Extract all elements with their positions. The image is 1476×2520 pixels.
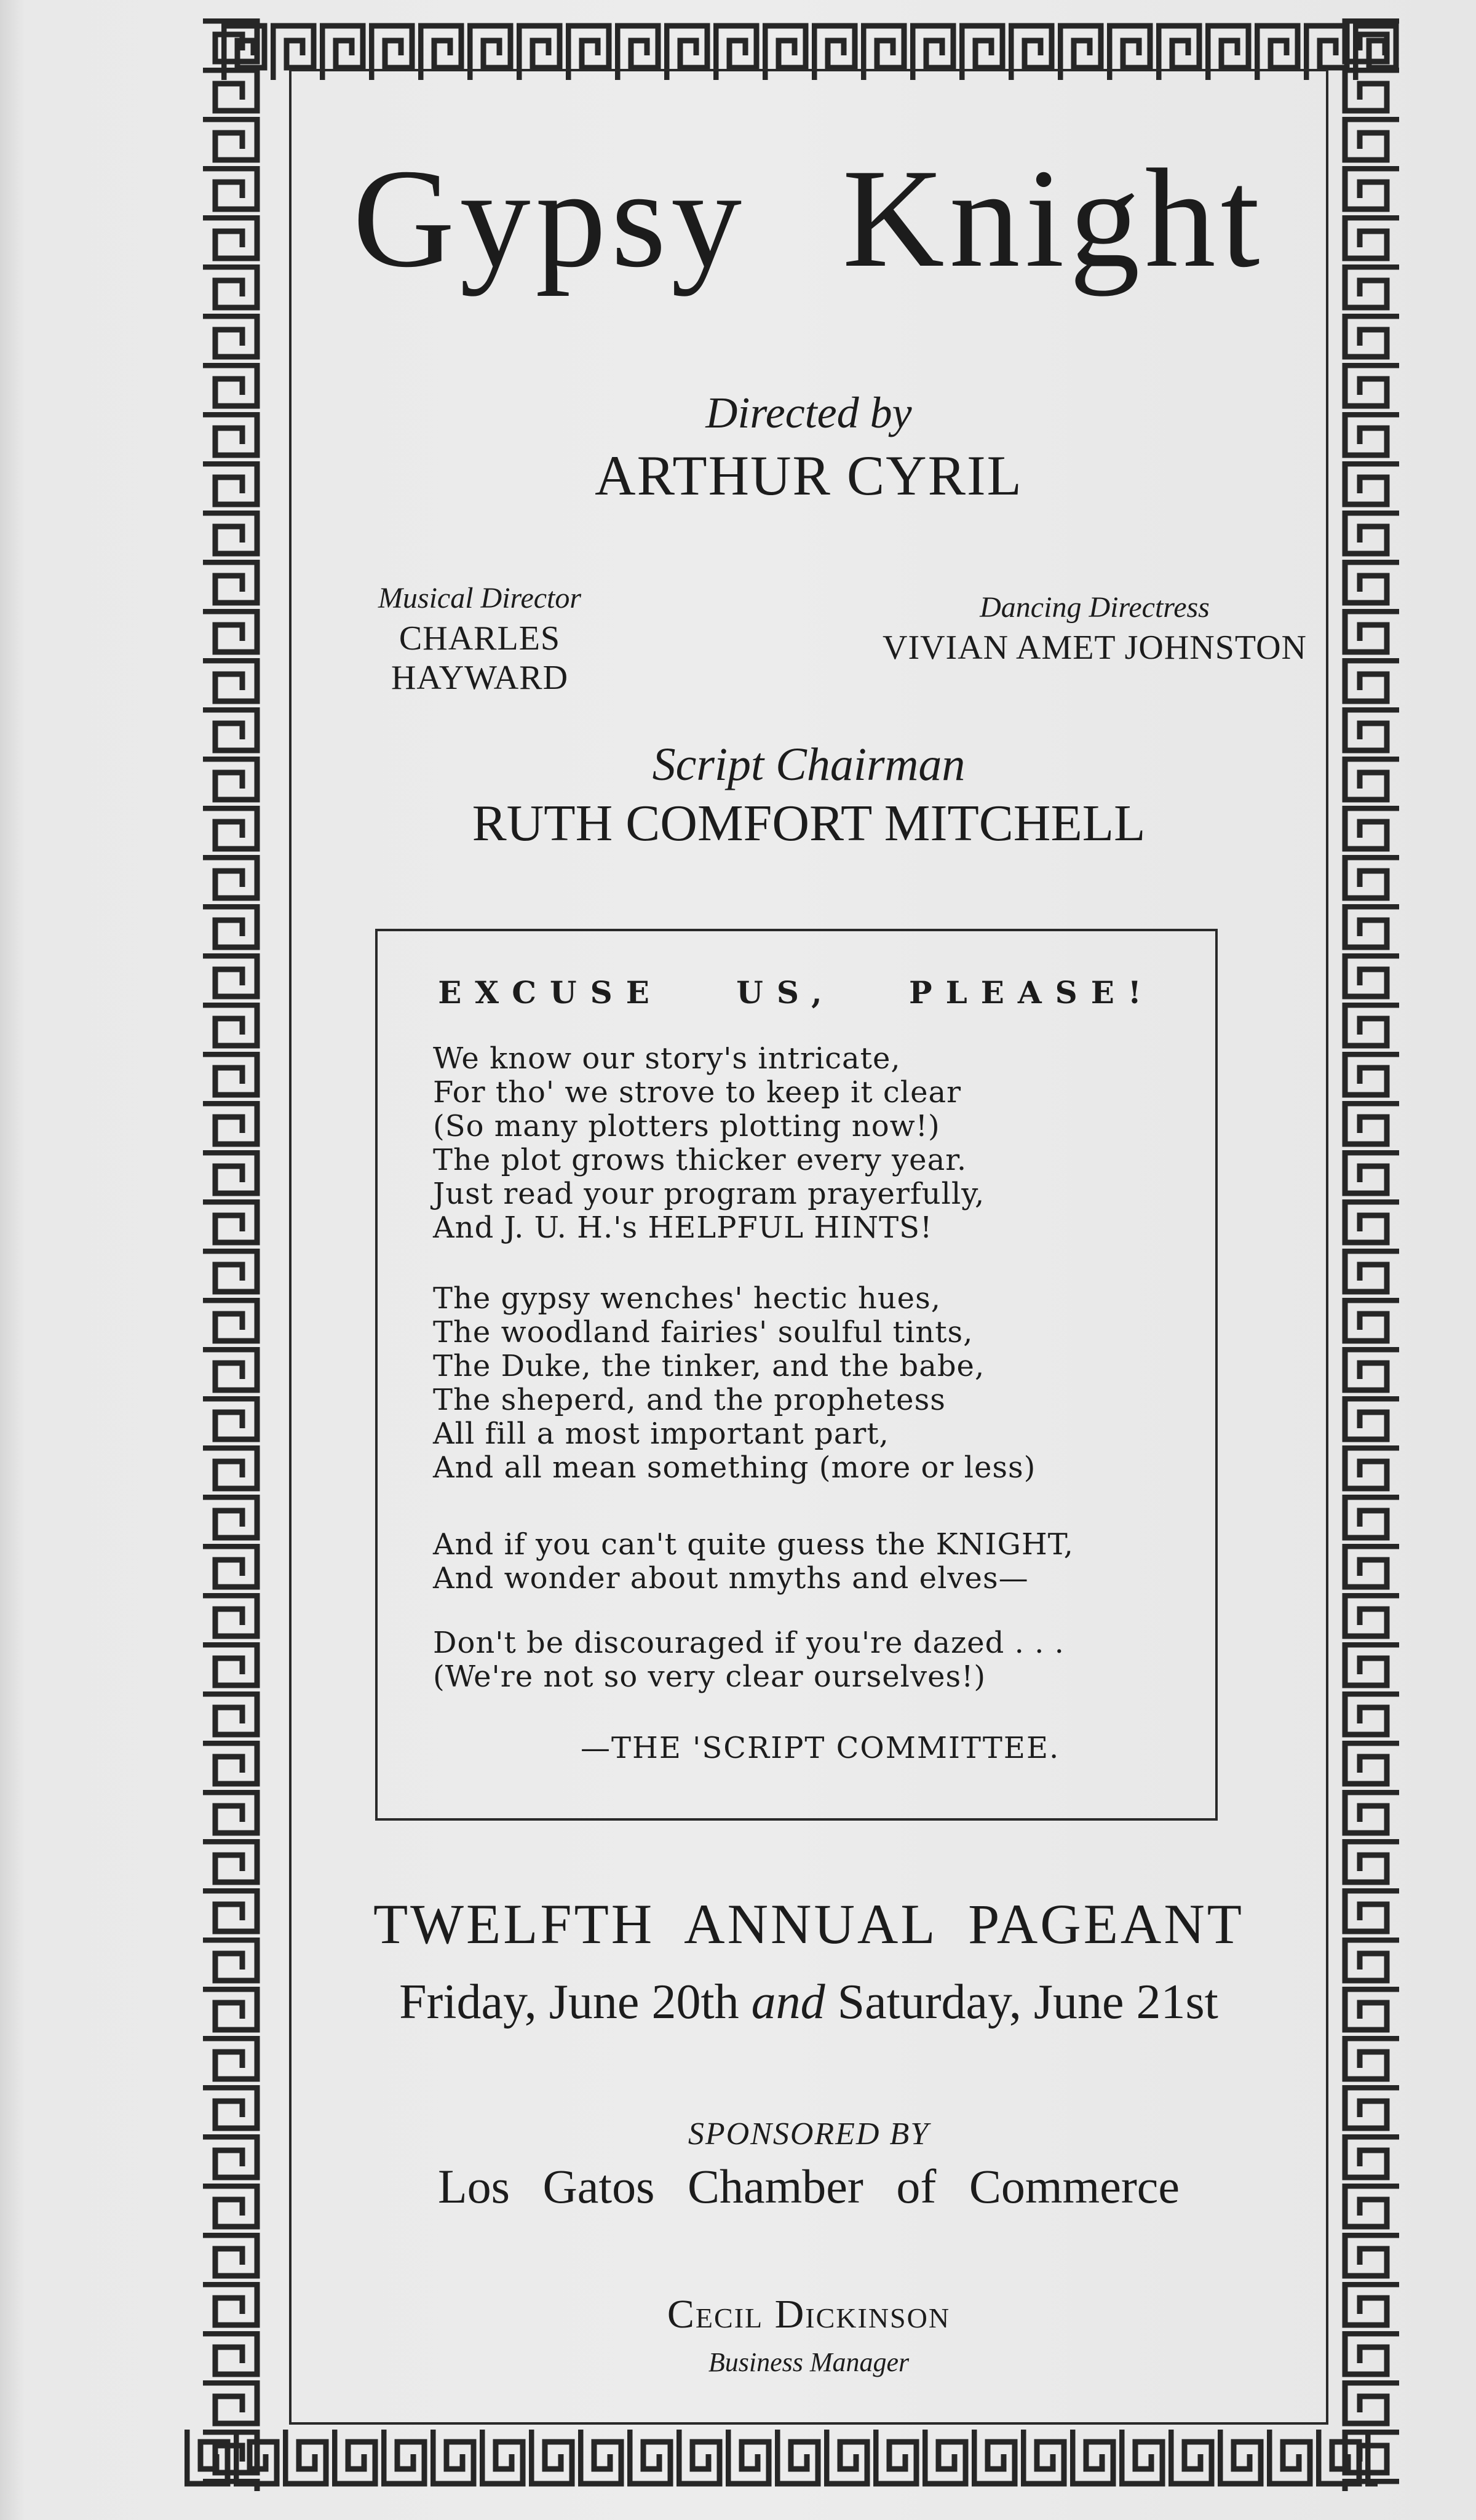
script-chairman-name: RUTH COMFORT MITCHELL [472,795,1146,852]
dancing-directress-label: Dancing Directress [980,591,1210,624]
greek-key-border-right [1338,18,1405,2491]
poem-stanza-1: We know our story's intricate, For tho' we strove to keep it clear (So many plotters plotting now!) The plot grows thicker every year. Just read your program prayerfully, And J. U. H.'s HELPFUL HINTS! [433,1041,985,1245]
date-saturday: Saturday, June 21st [837,1975,1218,2029]
greek-key-border-left [197,18,264,2491]
pageant-dates [289,1974,1328,2030]
musical-director-block [308,581,652,698]
poem-box [375,929,1218,1821]
sponsor-name: Los Gatos Chamber of Commerce [437,2160,1180,2213]
script-chairman-label: Script Chairman [652,739,966,790]
business-manager-title: Business Manager [708,2347,910,2377]
poem-stanza-3: And if you can't quite guess the KNIGHT, And wonder about nmyths and elves— [433,1527,1074,1596]
poem-stanza-4: Don't be discouraged if you're dazed . . . (We're not so very clear ourselves!) [433,1626,1065,1694]
poem-stanza-2: The gypsy wenches' hectic hues, The woodland fairies' soulful tints, The Duke, the tinker, and the babe, The sheperd, and the prophetess All fill a most important part, And all mean something (more or less) [433,1281,1036,1485]
poem-signature: —THE 'SCRIPT COMMITTEE. [581,1731,1060,1765]
directed-by-label: Directed by [705,388,912,437]
dancing-directress-name: VIVIAN AMET JOHNSTON [883,629,1307,667]
musical-director-label: Musical Director [378,582,582,614]
director-name: ARTHUR CYRIL [595,444,1023,507]
sponsored-by-label: SPONSORED BY [688,2117,930,2152]
pageant-title: TWELFTH ANNUAL PAGEANT [373,1893,1244,1955]
business-manager-name: Cecil Dickinson [667,2292,951,2337]
poem-heading: EXCUSE US, PLEASE! [438,974,1155,1011]
date-and: and [751,1975,825,2029]
dancing-directress-block [873,590,1316,667]
date-friday: Friday, June 20th [399,1975,739,2029]
greek-key-border-bottom [184,2423,1378,2491]
musical-director-name: CHARLES HAYWARD [391,619,569,697]
program-title: Gypsy Knight [352,140,1265,296]
